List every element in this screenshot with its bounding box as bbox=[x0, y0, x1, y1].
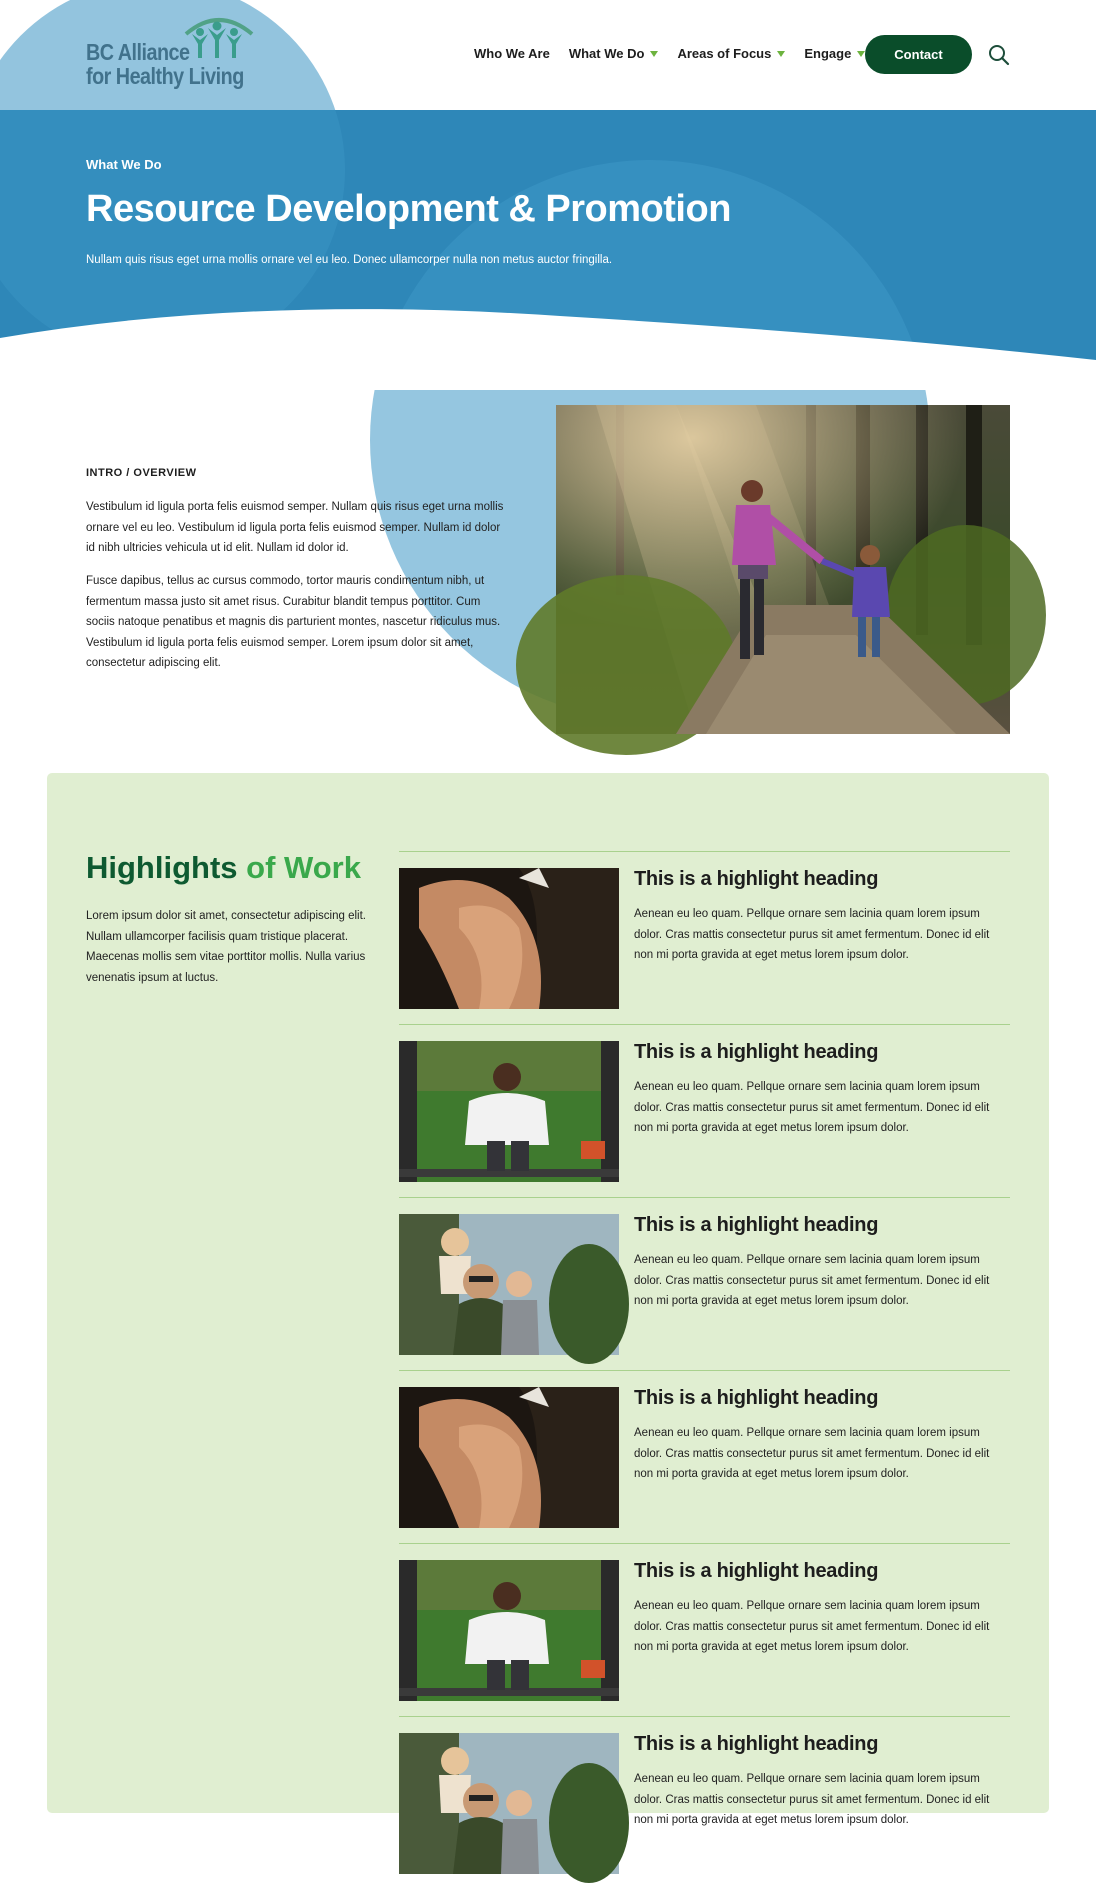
page-title: Resource Development & Promotion bbox=[86, 188, 731, 230]
highlight-image-hands bbox=[399, 868, 619, 1009]
hero-subtitle: Nullam quis risus eget urna mollis ornare vel eu leo. Donec ullamcorper nulla non metus auctor fringilla. bbox=[86, 254, 613, 266]
intro-photo-forest-walk bbox=[556, 405, 1010, 734]
highlight-heading: This is a highlight heading bbox=[634, 1041, 879, 1063]
nav-item-who-we-are[interactable] bbox=[474, 46, 550, 61]
highlight-image-family bbox=[399, 1733, 619, 1874]
highlight-item[interactable] bbox=[399, 1716, 1010, 1889]
highlight-heading: This is a highlight heading bbox=[634, 1387, 879, 1409]
nav-item-label: Engage bbox=[804, 46, 852, 61]
highlight-heading: This is a highlight heading bbox=[634, 1733, 879, 1755]
highlight-text: Aenean eu leo quam. Pellque ornare sem lacinia quam lorem ipsum dolor. Cras mattis consectetur purus sit amet fermentum. Donec id elit non mi porta gravida at eget metus lorem ipsum dolor. bbox=[634, 1427, 990, 1480]
highlights-title bbox=[86, 850, 361, 886]
highlight-image-exercise bbox=[399, 1041, 619, 1182]
intro-paragraph: Fusce dapibus, tellus ac cursus commodo, tortor mauris condimentum nibh, ut fermentum massa justo sit amet risus. Curabitur blandit tempus porttitor. Cum sociis natoque penatibus et magnis dis parturient montes, nascetur ridiculus mus. Vestibulum id ligula porta felis euismod semper. Lorem ipsum dolor sit amet, consectetur adipiscing elit. bbox=[86, 575, 501, 669]
contact-button[interactable]: Contact bbox=[865, 35, 972, 74]
highlight-image-exercise bbox=[399, 1560, 619, 1701]
highlight-item[interactable] bbox=[399, 1197, 1010, 1370]
search-icon[interactable] bbox=[988, 44, 1010, 66]
hero-background bbox=[0, 110, 1096, 390]
nav-item-label: Areas of Focus bbox=[677, 46, 772, 61]
nav-item-label: Who We Are bbox=[474, 46, 550, 61]
caret-down-icon bbox=[777, 51, 785, 57]
highlight-heading: This is a highlight heading bbox=[634, 1214, 879, 1236]
highlights-section bbox=[47, 773, 1049, 1826]
hero-eyebrow: What We Do bbox=[86, 157, 162, 172]
highlights-list bbox=[399, 851, 1010, 1889]
nav-item-engage[interactable] bbox=[804, 46, 865, 61]
highlight-item[interactable] bbox=[399, 1543, 1010, 1716]
highlight-text: Aenean eu leo quam. Pellque ornare sem lacinia quam lorem ipsum dolor. Cras mattis consectetur purus sit amet fermentum. Donec id elit non mi porta gravida at eget metus lorem ipsum dolor. bbox=[634, 1773, 990, 1826]
nav-item-label: What We Do bbox=[568, 46, 645, 61]
nav-item-what-we-do[interactable] bbox=[569, 46, 659, 61]
highlight-text: Aenean eu leo quam. Pellque ornare sem lacinia quam lorem ipsum dolor. Cras mattis consectetur purus sit amet fermentum. Donec id elit non mi porta gravida at eget metus lorem ipsum dolor. bbox=[634, 908, 990, 961]
highlight-item[interactable] bbox=[399, 851, 1010, 1024]
highlight-heading: This is a highlight heading bbox=[634, 868, 879, 890]
highlight-image-family bbox=[399, 1214, 619, 1355]
highlight-text: Aenean eu leo quam. Pellque ornare sem lacinia quam lorem ipsum dolor. Cras mattis consectetur purus sit amet fermentum. Donec id elit non mi porta gravida at eget metus lorem ipsum dolor. bbox=[634, 1600, 990, 1653]
main-nav bbox=[474, 46, 884, 61]
highlight-text: Aenean eu leo quam. Pellque ornare sem lacinia quam lorem ipsum dolor. Cras mattis consectetur purus sit amet fermentum. Donec id elit non mi porta gravida at eget metus lorem ipsum dolor. bbox=[634, 1254, 990, 1307]
caret-down-icon bbox=[650, 51, 658, 57]
highlights-title-accent: of Work bbox=[246, 850, 361, 885]
hero-banner bbox=[0, 110, 1096, 390]
highlight-text: Aenean eu leo quam. Pellque ornare sem lacinia quam lorem ipsum dolor. Cras mattis consectetur purus sit amet fermentum. Donec id elit non mi porta gravida at eget metus lorem ipsum dolor. bbox=[634, 1081, 990, 1134]
intro-paragraph: Vestibulum id ligula porta felis euismod semper. Nullam quis risus eget urna mollis ornare vel eu leo. Vestibulum id ligula porta felis euismod semper. Nullam id dolor id nibh ultricies vehicula ut id elit. Nullam id dolor id. bbox=[86, 501, 504, 554]
highlight-item[interactable] bbox=[399, 1370, 1010, 1543]
highlight-heading: This is a highlight heading bbox=[634, 1560, 879, 1582]
highlights-description: Lorem ipsum dolor sit amet, consectetur adipiscing elit. Nullam ullamcorper facilisis quam tristique placerat. Maecenas mollis sem vitae porttitor mollis. Nulla varius venenatis ipsum at luctus. bbox=[86, 910, 366, 984]
highlight-item[interactable] bbox=[399, 1024, 1010, 1197]
intro-label: INTRO / OVERVIEW bbox=[86, 467, 197, 479]
highlights-title-main: Highlights bbox=[86, 850, 247, 885]
highlight-image-hands bbox=[399, 1387, 619, 1528]
nav-item-areas-of-focus[interactable] bbox=[677, 46, 785, 61]
